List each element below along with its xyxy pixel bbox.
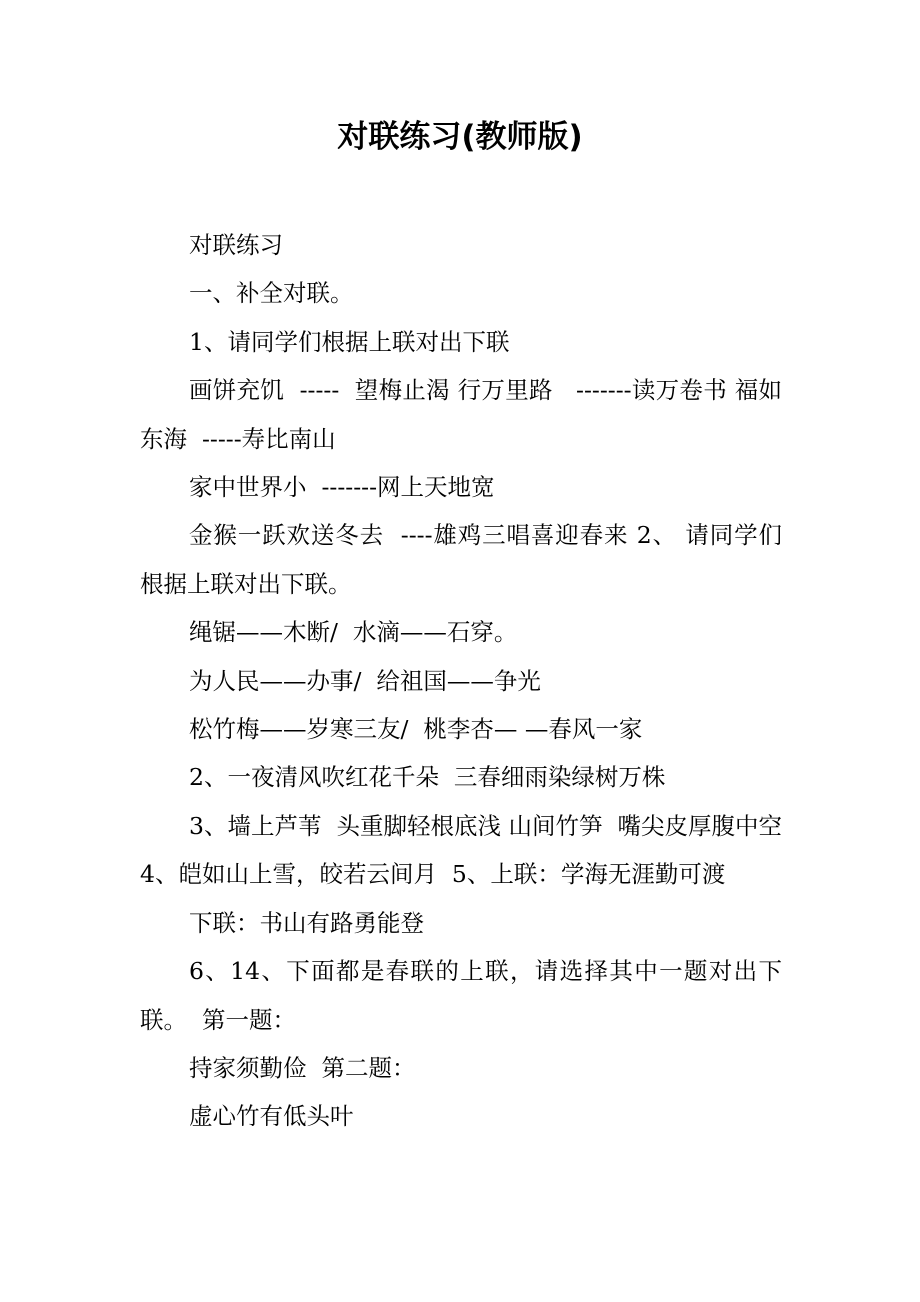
paragraph-answer-home: 家中世界小 -------网上天地宽 (189, 473, 495, 502)
paragraph-question-6: 6、14、下面都是春联的上联，请选择其中一题对出下联。 第一题： (140, 957, 782, 1034)
paragraph-bamboo: 虚心竹有低头叶 (189, 1102, 354, 1131)
paragraph-answer-people: 为人民——办事/ 给祖国——争光 (189, 666, 541, 695)
paragraph-answer-pine: 松竹梅——岁寒三友/ 桃李杏— —春风一家 (189, 715, 643, 744)
paragraph-question-3-5: 3、墙上芦苇 头重脚轻根底浅 山间竹笋 嘴尖皮厚腹中空4、皑如山上雪，皎若云间月 5、上联：学海无涯勤可渡 (140, 811, 782, 889)
document-body (140, 221, 782, 1141)
paragraph-heading: 对联练习 (189, 231, 283, 259)
paragraph-section-one: 一、补全对联。 (189, 279, 354, 308)
paragraph-answers-1: 画饼充饥 ----- 望梅止渴 行万里路 -------读万卷书 福如东海 -----寿比南山 (140, 376, 782, 453)
document-title: 对联练习(教师版) (337, 119, 583, 155)
paragraph-answer-monkey: 金猴一跃欢送冬去 ----雄鸡三唱喜迎春来 2、 请同学们根据上联对出下联。 (140, 521, 782, 598)
paragraph-lower-couplet: 下联：书山有路勇能登 (189, 908, 424, 937)
paragraph-question-2: 2、一夜清风吹红花千朵 三春细雨染绿树万株 (189, 763, 666, 792)
paragraph-topic-2: 持家须勤俭 第二题： (189, 1053, 416, 1082)
paragraph-question-1: 1、请同学们根据上联对出下联 (189, 327, 510, 356)
paragraph-answer-saw: 绳锯——木断/ 水滴——石穿。 (189, 618, 518, 647)
